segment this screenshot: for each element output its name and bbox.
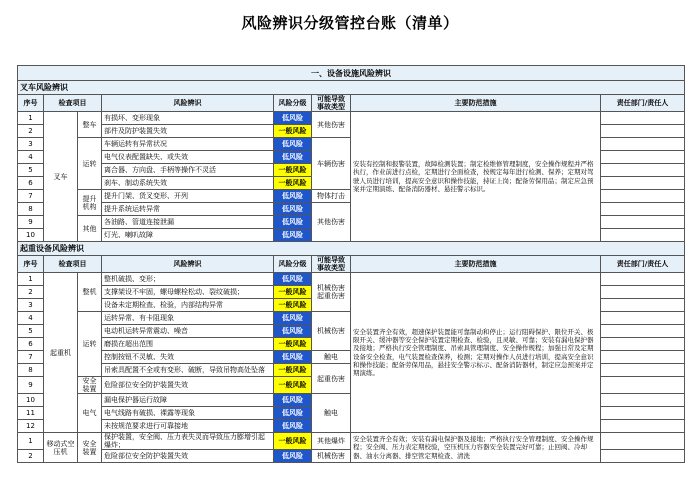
accident-type: 触电: [312, 394, 351, 433]
risk-description: 未按规范要求进行可靠接地: [102, 420, 274, 433]
sub-item-name: 整车: [78, 112, 102, 138]
risk-description: 提升门架、货叉变形、开列: [102, 190, 274, 203]
header-risk: 风险辨识: [102, 95, 274, 112]
row-number: 7: [18, 190, 44, 203]
risk-description: 部件及防护装置失效: [102, 125, 274, 138]
owner-cell: [601, 312, 685, 325]
item-name: 叉车: [44, 112, 78, 242]
risk-level-badge: 低风险: [274, 216, 312, 229]
owner-cell: [601, 190, 685, 203]
header-item: 检查项目: [44, 256, 102, 273]
owner-cell: [601, 138, 685, 151]
accident-type: 机械伤害起重伤害: [312, 273, 351, 312]
row-number: 10: [18, 394, 44, 407]
risk-description: 危险部位安全防护装置失效: [102, 450, 274, 463]
row-number: 2: [18, 286, 44, 299]
risk-level-badge: 低风险: [274, 151, 312, 164]
risk-level-badge: 一般风险: [274, 433, 312, 450]
risk-level-badge: 低风险: [274, 112, 312, 125]
owner-cell: [601, 325, 685, 338]
risk-level-badge: 低风险: [274, 138, 312, 151]
risk-description: 电气线路有破损、裸露等现象: [102, 407, 274, 420]
row-number: 9: [18, 216, 44, 229]
risk-level-badge: 一般风险: [274, 338, 312, 351]
owner-cell: [601, 164, 685, 177]
sub-item-name: 安全装置: [78, 377, 102, 394]
row-number: 6: [18, 338, 44, 351]
owner-cell: [601, 351, 685, 364]
owner-cell: [601, 394, 685, 407]
risk-level-badge: 低风险: [274, 450, 312, 463]
risk-description: 整机破损、变形；: [102, 273, 274, 286]
row-number: 4: [18, 151, 44, 164]
row-number: 5: [18, 325, 44, 338]
section-row: [18, 66, 685, 81]
header-item: 检查项目: [44, 95, 102, 112]
row-number: 7: [18, 351, 44, 364]
owner-cell: [601, 407, 685, 420]
risk-level-badge: 低风险: [274, 394, 312, 407]
risk-description: 控制按钮不灵敏、失效: [102, 351, 274, 364]
header-risk: 风险辨识: [102, 256, 274, 273]
risk-level-badge: 一般风险: [274, 164, 312, 177]
accident-type: 车辆伤害: [312, 138, 351, 190]
group-title: 叉车风险辨识: [18, 81, 685, 95]
sub-item-name: 运转: [78, 138, 102, 190]
row-number: 1: [18, 112, 44, 125]
table-row: [18, 112, 685, 125]
risk-description: 支撑架设不牢固，螺母螺栓松动、裂纹破损；: [102, 286, 274, 299]
row-number: 2: [18, 125, 44, 138]
table-header-row: [18, 95, 685, 112]
risk-description: 提升系统运转异常: [102, 203, 274, 216]
item-name: 移动式空压机: [44, 433, 78, 463]
owner-cell: [601, 229, 685, 242]
group-row: [18, 242, 685, 256]
risk-level-badge: 低风险: [274, 203, 312, 216]
row-number: 5: [18, 164, 44, 177]
row-number: 3: [18, 138, 44, 151]
header-accident: 可能导致事故类型: [312, 95, 351, 112]
item-name: 起重机: [44, 273, 78, 433]
risk-description: 保护装置，安全阀、压力表失灵而导致压力膨增引起爆炸；: [102, 433, 274, 450]
group-row: [18, 81, 685, 95]
risk-description: 漏电保护器运行故障: [102, 394, 274, 407]
owner-cell: [601, 151, 685, 164]
header-accident: 可能导致事故类型: [312, 256, 351, 273]
accident-type: 起重伤害: [312, 364, 351, 394]
owner-cell: [601, 433, 685, 450]
risk-description: 电动机运转异常震动、噪音: [102, 325, 274, 338]
risk-description: 有损坏、变形现象: [102, 112, 274, 125]
row-number: 6: [18, 177, 44, 190]
header-seq: 序号: [18, 95, 44, 112]
risk-level-badge: 一般风险: [274, 377, 312, 394]
row-number: 2: [18, 450, 44, 463]
owner-cell: [601, 450, 685, 463]
owner-cell: [601, 377, 685, 394]
prevention-measures: 安全装置齐全有效；安装有漏电保护器及接地；严格执行安全管理制度、安全操作规程；安全阀、压力表定期校验，空压机压力容器安全装置完好可靠；止回阀、冷却器、油水分离器、排空管定期检查、清洗: [351, 433, 601, 463]
row-number: 11: [18, 407, 44, 420]
risk-level-badge: 低风险: [274, 420, 312, 433]
risk-description: 运转异常、有卡阻现象: [102, 312, 274, 325]
sub-item-name: 电气: [78, 394, 102, 433]
sub-item-name: 其他: [78, 216, 102, 242]
risk-description: 电气仪表配置缺失、或失效: [102, 151, 274, 164]
owner-cell: [601, 112, 685, 125]
sub-item-name: 整机: [78, 273, 102, 312]
row-number: 1: [18, 273, 44, 286]
risk-level-badge: 一般风险: [274, 299, 312, 312]
row-number: 9: [18, 377, 44, 394]
header-measure: 主要防范措施: [351, 95, 601, 112]
header-owner: 责任部门/责任人: [601, 256, 685, 273]
row-number: 3: [18, 299, 44, 312]
header-owner: 责任部门/责任人: [601, 95, 685, 112]
row-number: 8: [18, 203, 44, 216]
table-header-row: [18, 256, 685, 273]
row-number: 1: [18, 433, 44, 450]
accident-type: 机械伤害: [312, 312, 351, 351]
owner-cell: [601, 216, 685, 229]
risk-description: 吊索具配置不全或有变形、破断，导致吊物高处坠落: [102, 364, 274, 377]
table-row: [18, 433, 685, 450]
row-number: 4: [18, 312, 44, 325]
accident-type: 其他伤害: [312, 112, 351, 138]
accident-type: 其他爆炸: [312, 433, 351, 450]
owner-cell: [601, 286, 685, 299]
risk-description: 危险部位安全防护装置失效: [102, 377, 274, 394]
accident-type: 机械伤害: [312, 450, 351, 463]
risk-level-badge: 低风险: [274, 325, 312, 338]
risk-level-badge: 一般风险: [274, 286, 312, 299]
section-title: 一、设备设施风险辨识: [18, 66, 685, 81]
group-title: 起重设备风险辨识: [18, 242, 685, 256]
risk-description: 离合器、方向盘、手柄等操作不灵活: [102, 164, 274, 177]
risk-level-badge: 低风险: [274, 229, 312, 242]
accident-type: 物体打击: [312, 190, 351, 203]
header-level: 风险分级: [274, 256, 312, 273]
header-seq: 序号: [18, 256, 44, 273]
accident-type: 触电: [312, 351, 351, 364]
table-row: [18, 273, 685, 286]
risk-level-badge: 低风险: [274, 273, 312, 286]
owner-cell: [601, 420, 685, 433]
owner-cell: [601, 177, 685, 190]
sub-item-name: 运转: [78, 312, 102, 377]
risk-description: 设备未定期检查、检验，内部结构异常: [102, 299, 274, 312]
owner-cell: [601, 338, 685, 351]
prevention-measures: 安全装置齐全有效，超速保护装置能可靠制动和停止；运行阻碍保护、限位开关、极限开关、缓冲器等安全保护装置定期检查、检验，且灵敏、可靠；安装有漏电保护器及接地；严格执行安全管理制度、吊索具管理制度、安全操作规程；加强日常及定期设备安全检查，电气装置检查保养，检测；定期对操作人员进行培训，提高安全意识和操作技能；配备劳保用品，悬挂安全警示标示、配备消防器材，制定应急预案并定期演练。: [351, 273, 601, 433]
row-number: 10: [18, 229, 44, 242]
risk-description: 刹车、制动系统失效: [102, 177, 274, 190]
owner-cell: [601, 125, 685, 138]
owner-cell: [601, 364, 685, 377]
owner-cell: [601, 203, 685, 216]
page-title: 风险辨识分级管控台账（清单）: [241, 14, 459, 32]
prevention-measures: 安装有控制和报警装置，故障检测装置；制定检维修管理制度，安全操作规程并严格执行，作业前进行点检，定期进行全面检查，按规定每年进行检测、保养；定期对驾驶人员进行培训，提高安全意识和操作技能，持证上岗；配备劳保用品；制定应急预案并定期演练、配备消防器材、悬挂警示标识。: [351, 112, 601, 242]
accident-type: 其他伤害: [312, 203, 351, 242]
row-number: 8: [18, 364, 44, 377]
risk-description: 灯光、喇叭故障: [102, 229, 274, 242]
risk-level-badge: 低风险: [274, 312, 312, 325]
risk-ledger-table: [17, 65, 685, 463]
risk-level-badge: 低风险: [274, 407, 312, 420]
risk-level-badge: 一般风险: [274, 177, 312, 190]
sub-item-name: 提升机构: [78, 190, 102, 216]
risk-description: 车辆运转有异常状况: [102, 138, 274, 151]
risk-level-badge: 一般风险: [274, 125, 312, 138]
risk-level-badge: 低风险: [274, 351, 312, 364]
header-measure: 主要防范措施: [351, 256, 601, 273]
row-number: 12: [18, 420, 44, 433]
header-level: 风险分级: [274, 95, 312, 112]
risk-description: 磨损在超出范围: [102, 338, 274, 351]
risk-level-badge: 低风险: [274, 190, 312, 203]
owner-cell: [601, 273, 685, 286]
risk-level-badge: 一般风险: [274, 364, 312, 377]
sub-item-name: 安全装置: [78, 433, 102, 463]
risk-description: 各油路、管道连接泄漏: [102, 216, 274, 229]
owner-cell: [601, 299, 685, 312]
